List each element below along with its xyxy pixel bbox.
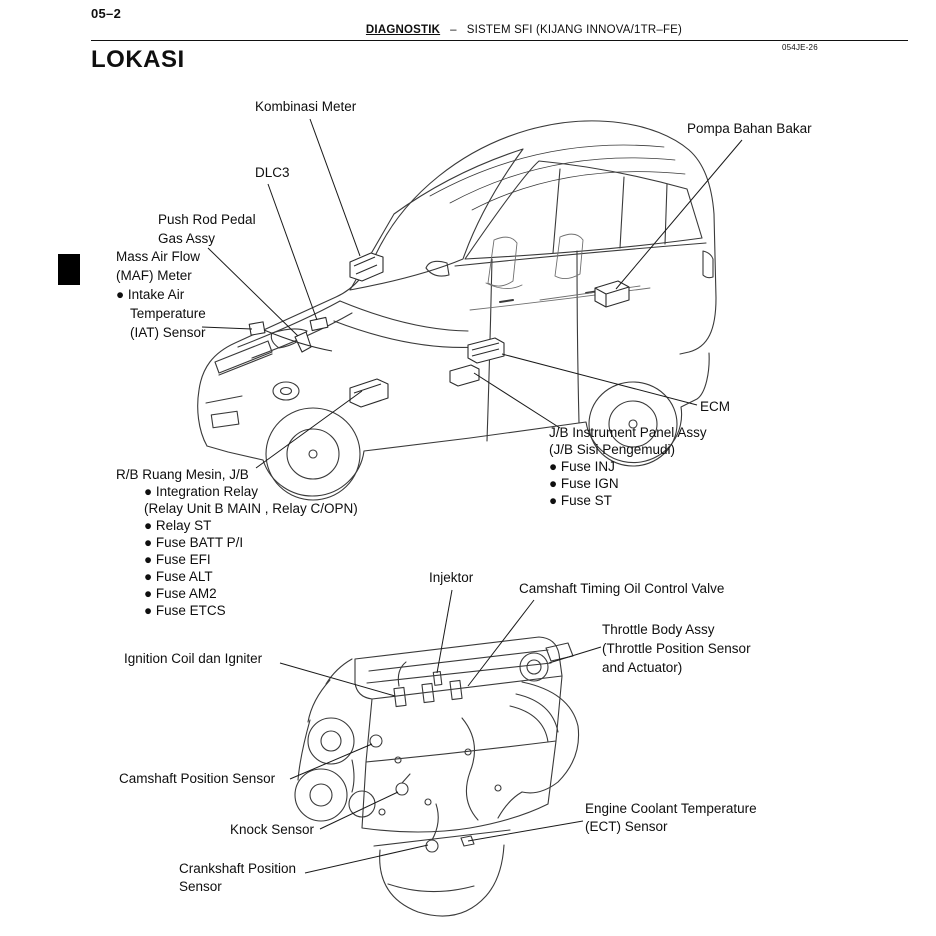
callout-line: ● Intake Air [116,287,185,302]
callout-line: ECM [700,399,730,414]
doc-code: 054JE-26 [782,43,818,52]
instrument-cluster-marker [350,253,383,281]
ect-sensor-marker [461,836,474,846]
leader-jb-instrument [474,373,560,428]
oil-pan [374,830,510,916]
callout-line: R/B Ruang Mesin, J/B [116,467,249,482]
callout-line: DLC3 [255,165,290,180]
callout-line: Gas Assy [158,231,216,246]
callout-line: (Relay Unit B MAIN , Relay C/OPN) [144,501,358,516]
callout-line: (MAF) Meter [116,268,192,283]
callout-line: J/B Instrument Panel Assy [549,425,707,440]
callout-push-rod-pedal [158,210,256,248]
page-number: 05–2 [91,6,122,21]
callout-line: ● Fuse IGN [549,476,619,491]
license-plate [211,411,239,427]
engine-relay-box-marker [350,379,388,407]
callout-line: Temperature [130,306,206,321]
front-grille [215,341,272,375]
leader-maf-iat [202,327,252,329]
callout-ecm [700,398,730,416]
callout-rb-ruang-mesin [116,466,358,619]
leader-rb-ruang-mesin [256,391,362,468]
callout-jb-instrument [549,424,707,509]
callout-line: Camshaft Position Sensor [119,771,276,786]
throttle-body-marker [520,643,573,681]
leader-kombinasi-meter [310,119,360,256]
callout-line: ● Fuse ETCS [144,603,226,618]
callout-line: ● Fuse AM2 [144,586,217,601]
leader-injektor [437,590,452,673]
callout-line: Mass Air Flow [116,249,201,264]
callout-line: ● Fuse BATT P/I [144,535,244,550]
brand-emblem [273,382,299,400]
callout-kombinasi-meter [255,98,356,116]
intake-manifold [498,682,579,818]
callout-camshaft-timing-ocv [519,580,724,598]
callout-line: ● Fuse ALT [144,569,213,584]
callout-line: Camshaft Timing Oil Control Valve [519,581,725,596]
callout-ignition-coil [124,650,262,668]
leader-dlc3 [268,184,317,320]
callout-camshaft-position [119,770,275,788]
callout-line: Sensor [179,879,222,894]
leader-camshaft-timing-ocv [468,600,534,686]
fuel-pump-marker [595,281,629,307]
header-section: DIAGNOSTIK [365,24,441,36]
callout-line: and Actuator) [602,660,683,675]
callout-line: Ignition Coil dan Igniter [124,651,263,666]
callout-pompa-bahan-bakar [687,120,812,138]
leader-pompa-bahan-bakar [616,140,742,289]
ignition-coil-marker [394,662,462,707]
leader-ignition-coil [280,663,395,696]
callout-line: (Throttle Position Sensor [602,641,751,656]
callout-dlc3 [255,164,290,182]
callout-crankshaft-position [179,860,296,896]
callout-line: (IAT) Sensor [130,325,206,340]
middle-seat [555,234,583,278]
callout-line: ● Integration Relay [144,484,258,499]
knock-sensor-marker [396,774,410,795]
leader-crankshaft-position [305,845,428,873]
ecm-marker [468,338,504,363]
engine-illustration [295,637,579,916]
callout-line: Throttle Body Assy [602,622,715,637]
callout-line: ● Fuse EFI [144,552,211,567]
callout-line: ● Relay ST [144,518,212,533]
camshaft-position-sensor-marker [370,735,382,747]
callout-throttle-body [602,620,751,677]
callout-line: Crankshaft Position [179,861,297,876]
callout-line: (J/B Sisi Pengemudi) [549,442,676,457]
callout-ect-sensor [585,800,757,836]
leader-throttle-body [549,647,601,663]
callout-line: ● Fuse INJ [549,459,615,474]
callout-line: Engine Coolant Temperature [585,801,757,816]
callout-line: Injektor [429,570,474,585]
callout-line: ● Fuse ST [549,493,612,508]
callout-line: Kombinasi Meter [255,99,357,114]
tail-lamp [703,251,713,278]
page-title: LOKASI [91,46,185,73]
leader-ect-sensor [468,821,583,841]
valve-cover [355,637,562,699]
header-title: SISTEM SFI (KIJANG INNOVA/1TR–FE) [466,24,683,36]
header-dash: – [450,24,457,36]
callout-line: Knock Sensor [230,822,315,837]
callout-line: Push Rod Pedal [158,212,256,227]
jb-instrument-marker [450,365,479,386]
callout-line: (ECT) Sensor [585,819,668,834]
leader-push-rod-pedal [208,248,298,336]
dlc3-marker [310,317,328,330]
injector-marker [433,672,442,686]
callout-line: Pompa Bahan Bakar [687,121,812,136]
callout-maf-iat [116,247,206,342]
callout-knock-sensor [230,821,314,839]
callout-injektor [429,569,473,587]
